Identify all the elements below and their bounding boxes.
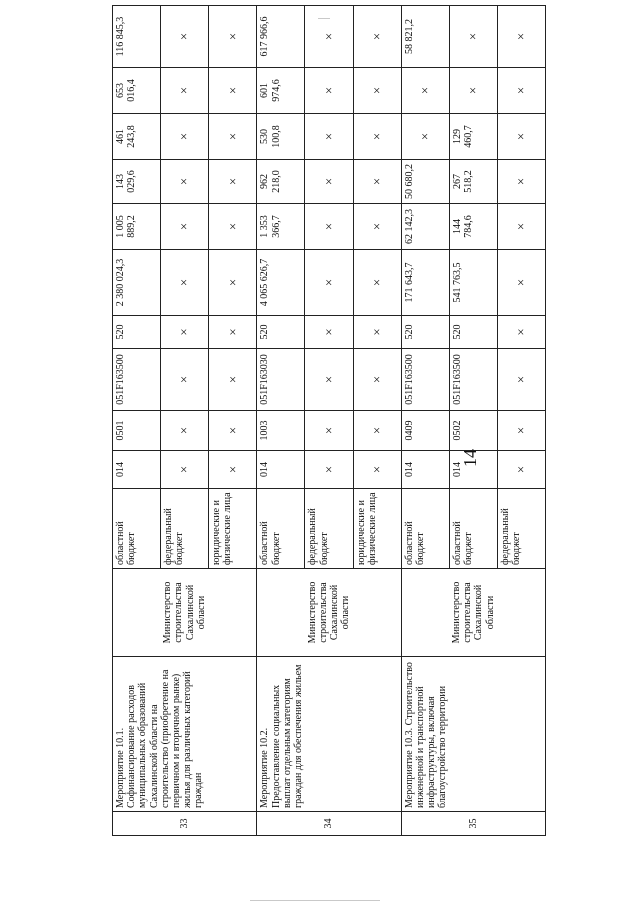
funding-source: юридические и физические лица [209,489,257,569]
value-cell-total: × [209,250,257,316]
value-cell-csr: × [161,349,209,411]
value-cell-y1: × [209,204,257,250]
responsible-ministry: Министерство строительства Сахалинской области [113,569,257,657]
value-cell-y1: 144 784,6 [449,204,497,250]
value-cell-y4: 653 016,4 [113,68,161,114]
funding-source: областной бюджет [257,489,305,569]
value-cell-rz: × [161,411,209,451]
value-cell-total: 4 065 626,7 [257,250,305,316]
value-cell-y5: × [449,6,497,68]
value-cell-y3: 530 100,8 [257,114,305,160]
value-cell-grbs: 014 [401,451,449,489]
value-cell-y4: × [305,68,353,114]
value-cell-vr: × [209,316,257,349]
activity-name: Мероприятие 10.2. Предоставление социальных выплат отдельным категориям граждан для обеспечения жильем [257,657,401,812]
value-cell-grbs: × [497,451,545,489]
value-cell-y1: × [353,204,401,250]
value-cell-rz: × [305,411,353,451]
value-cell-vr: × [497,316,545,349]
responsible-ministry: Министерство строительства Сахалинской области [257,569,401,657]
value-cell-y5: × [209,6,257,68]
value-cell-vr: × [161,316,209,349]
value-cell-rz: × [497,411,545,451]
row-number: 34 [257,812,401,836]
value-cell-grbs: × [209,451,257,489]
value-cell-grbs: 014 [449,451,497,489]
value-cell-rz: × [353,411,401,451]
value-cell-vr: 520 [401,316,449,349]
value-cell-y3: × [401,114,449,160]
value-cell-vr: × [353,316,401,349]
value-cell-vr: 520 [257,316,305,349]
value-cell-y4: × [497,68,545,114]
scan-mark-bottom [250,900,380,901]
value-cell-y2: 267 518,2 [449,160,497,204]
value-cell-y4: × [401,68,449,114]
value-cell-y3: 461 243,8 [113,114,161,160]
table-row [113,6,161,836]
value-cell-y4: × [161,68,209,114]
value-cell-csr: × [353,349,401,411]
responsible-ministry: Министерство строительства Сахалинской области [401,569,545,657]
value-cell-y1: × [161,204,209,250]
value-cell-csr: 051F163500 [449,349,497,411]
value-cell-vr: 520 [449,316,497,349]
activity-name: Мероприятие 10.3. Строительство инженерной и транспортной инфраструктуры, включая благоустройство территории [401,657,545,812]
value-cell-y5: 116 845,3 [113,6,161,68]
value-cell-y4: 601 974,6 [257,68,305,114]
funding-source: федеральный бюджет [305,489,353,569]
value-cell-y3: × [305,114,353,160]
value-cell-csr: × [305,349,353,411]
value-cell-rz: × [209,411,257,451]
value-cell-total: × [353,250,401,316]
value-cell-y4: × [209,68,257,114]
funding-source: юридические и физические лица [353,489,401,569]
value-cell-y2: 143 029,6 [113,160,161,204]
budget-table [112,5,546,836]
value-cell-rz: 0502 [449,411,497,451]
row-number: 35 [401,812,545,836]
table-body [113,6,546,836]
value-cell-csr: × [209,349,257,411]
value-cell-total: × [161,250,209,316]
value-cell-y5: × [161,6,209,68]
activity-name: Мероприятие 10.1. Софинансирование расходов муниципальных образований Сахалинской области на строительство (приобретение на первичном и вторичном рынке) жилья для различных категорий граждан [113,657,257,812]
value-cell-rz: 1003 [257,411,305,451]
value-cell-y2: × [305,160,353,204]
value-cell-y1: 62 142,3 [401,204,449,250]
value-cell-csr: 051F163500 [113,349,161,411]
value-cell-y1: 1 353 366,7 [257,204,305,250]
value-cell-grbs: × [305,451,353,489]
value-cell-csr: 051F163500 [401,349,449,411]
value-cell-grbs: 014 [257,451,305,489]
table-row [401,6,449,836]
value-cell-y2: 962 218,0 [257,160,305,204]
value-cell-csr: × [497,349,545,411]
value-cell-y4: × [353,68,401,114]
value-cell-y4: × [449,68,497,114]
value-cell-vr: 520 [113,316,161,349]
page-number: 14 [460,449,480,467]
value-cell-y1: 1 005 889,2 [113,204,161,250]
value-cell-y3: 129 460,7 [449,114,497,160]
funding-source: федеральный бюджет [497,489,545,569]
value-cell-y2: × [209,160,257,204]
value-cell-y3: × [209,114,257,160]
value-cell-y5: 617 966,6 [257,6,305,68]
value-cell-y5: × [353,6,401,68]
value-cell-y3: × [353,114,401,160]
value-cell-y2: × [161,160,209,204]
value-cell-grbs: × [161,451,209,489]
value-cell-rz: 0501 [113,411,161,451]
value-cell-csr: 051F163030 [257,349,305,411]
value-cell-y5: × [497,6,545,68]
value-cell-y3: × [497,114,545,160]
funding-source: областной бюджет [113,489,161,569]
value-cell-grbs: 014 [113,451,161,489]
funding-source: областной бюджет [449,489,497,569]
value-cell-y5: × [305,6,353,68]
value-cell-y1: × [305,204,353,250]
row-number: 33 [113,812,257,836]
value-cell-y3: × [161,114,209,160]
value-cell-total: 171 643,7 [401,250,449,316]
funding-source: федеральный бюджет [161,489,209,569]
value-cell-y2: 50 680,2 [401,160,449,204]
value-cell-total: 541 763,5 [449,250,497,316]
funding-source: областной бюджет [401,489,449,569]
value-cell-y1: × [497,204,545,250]
value-cell-total: × [305,250,353,316]
value-cell-grbs: × [353,451,401,489]
value-cell-y2: × [353,160,401,204]
value-cell-total: × [497,250,545,316]
value-cell-y5: 58 821,2 [401,6,449,68]
value-cell-y2: × [497,160,545,204]
value-cell-rz: 0409 [401,411,449,451]
rotated-table-wrapper [112,16,545,836]
value-cell-vr: × [305,316,353,349]
table-row [257,6,305,836]
value-cell-total: 2 380 024,3 [113,250,161,316]
